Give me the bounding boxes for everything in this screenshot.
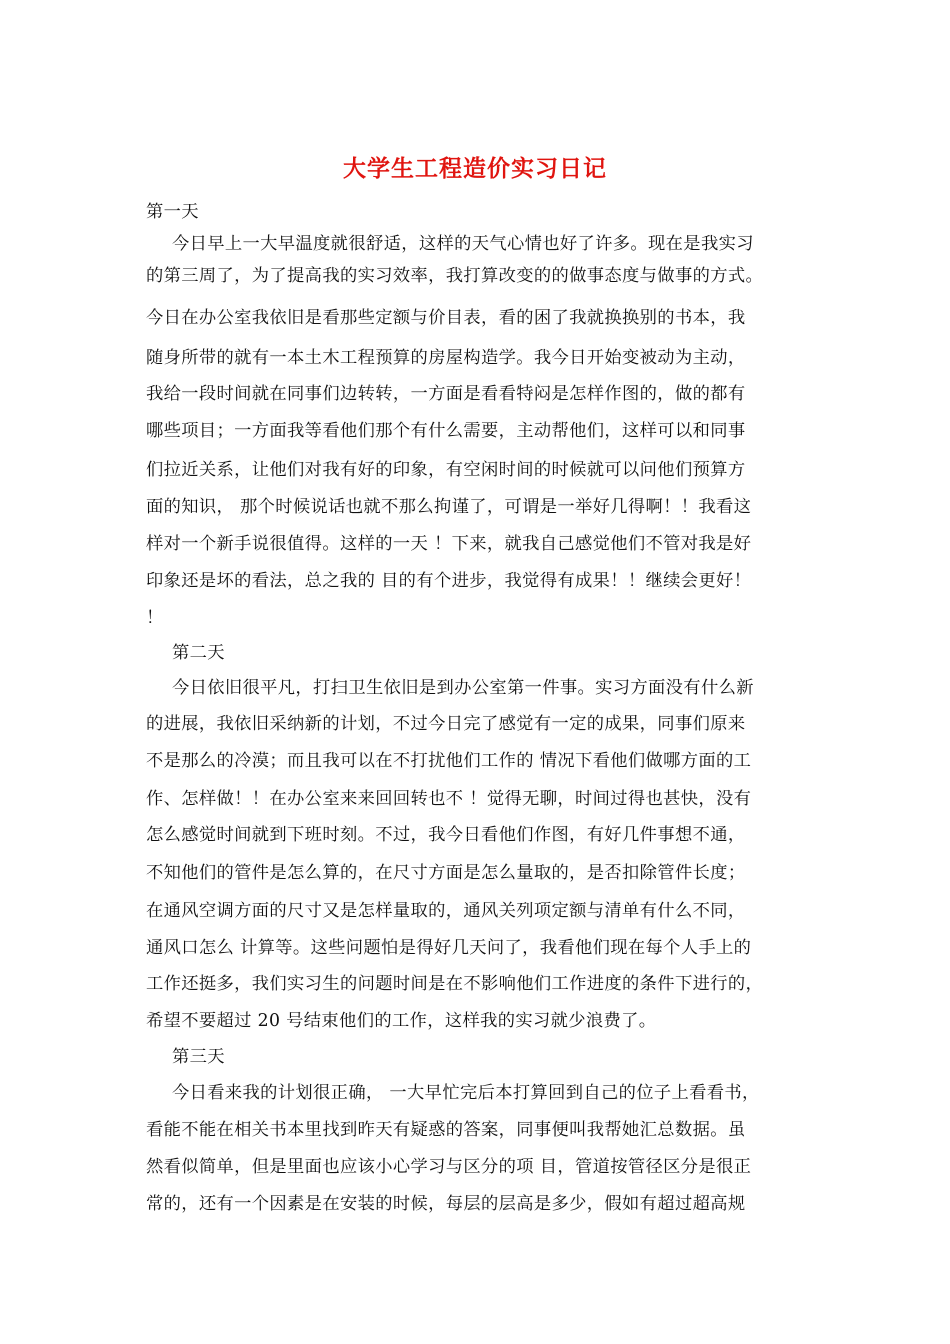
text-line: 今日依旧很平凡，打扫卫生依旧是到办公室第一件事。实习方面没有什么新: [172, 678, 754, 698]
text-line: 通风口怎么 计算等。这些问题怕是得好几天问了，我看他们现在每个人手上的: [146, 938, 752, 958]
text-line: 然看似简单，但是里面也应该小心学习与区分的项 目，管道按管径区分是很正: [146, 1157, 752, 1177]
text-line: 的进展，我依旧采纳新的计划，不过今日完了感觉有一定的成果，同事们原来: [146, 714, 746, 734]
text-line: 随身所带的就有一本土木工程预算的房屋构造学。我今日开始变被动为主动，: [146, 348, 746, 368]
text-line: 作、怎样做！！在办公室来来回回转也不 ！觉得无聊，时间过得也甚快，没有: [146, 789, 752, 809]
text-line: 今日早上一大早温度就很舒适，这样的天气心情也好了许多。现在是我实习: [172, 234, 754, 254]
text-line: 看能不能在相关书本里找到昨天有疑惑的答案，同事便叫我帮她汇总数据。虽: [146, 1120, 746, 1140]
text-line: 哪些项目；一方面我等看他们那个有什么需要，主动帮他们，这样可以和同事: [146, 421, 746, 441]
text-line: 们拉近关系，让他们对我有好的印象，有空闲时间的时候就可以问他们预算方: [146, 460, 746, 480]
text-line: 样对一个新手说很值得。这样的一天 ！下来，就我自己感觉他们不管对我是好: [146, 534, 752, 554]
text-line: 印象还是坏的看法，总之我的 目的有个进步，我觉得有成果！！继续会更好！: [146, 571, 752, 591]
day-heading: 第二天: [172, 643, 225, 663]
text-line: 的第三周了，为了提高我的实习效率，我打算改变的的做事态度与做事的方式。: [146, 266, 764, 286]
text-line: 我给一段时间就在同事们边转转，一方面是看看特闷是怎样作图的，做的都有: [146, 384, 746, 404]
text-line: 工作还挺多，我们实习生的问题时间是在不影响他们工作进度的条件下进行的，: [146, 974, 764, 994]
text-line: 今日在办公室我依旧是看那些定额与价目表，看的困了我就换换别的书本，我: [146, 308, 746, 328]
document-title: 大学生工程造价实习日记: [343, 155, 607, 182]
text-line: 希望不要超过 20 号结束他们的工作，这样我的实习就少浪费了。: [146, 1011, 657, 1031]
day-heading: 第一天: [146, 202, 199, 222]
text-line: 怎么感觉时间就到下班时刻。不过，我今日看他们作图，有好几件事想不通，: [146, 825, 746, 845]
text-line: 常的，还有一个因素是在安装的时候，每层的层高是多少，假如有超过超高规: [146, 1194, 746, 1214]
text-line: 面的知识， 那个时候说话也就不那么拘谨了，可谓是一举好几得啊！！我看这: [146, 497, 752, 517]
text-line: 不知他们的管件是怎么算的，在尺寸方面是怎么量取的，是否扣除管件长度；: [146, 863, 746, 883]
day-heading: 第三天: [172, 1047, 225, 1067]
text-line: 不是那么的冷漠；而且我可以在不打扰他们工作的 情况下看他们做哪方面的工: [146, 751, 752, 771]
text-line: 在通风空调方面的尺寸又是怎样量取的，通风关列项定额与清单有什么不同，: [146, 901, 746, 921]
text-line: ！: [146, 608, 164, 628]
text-line: 今日看来我的计划很正确， 一大早忙完后本打算回到自己的位子上看看书，: [172, 1083, 760, 1103]
